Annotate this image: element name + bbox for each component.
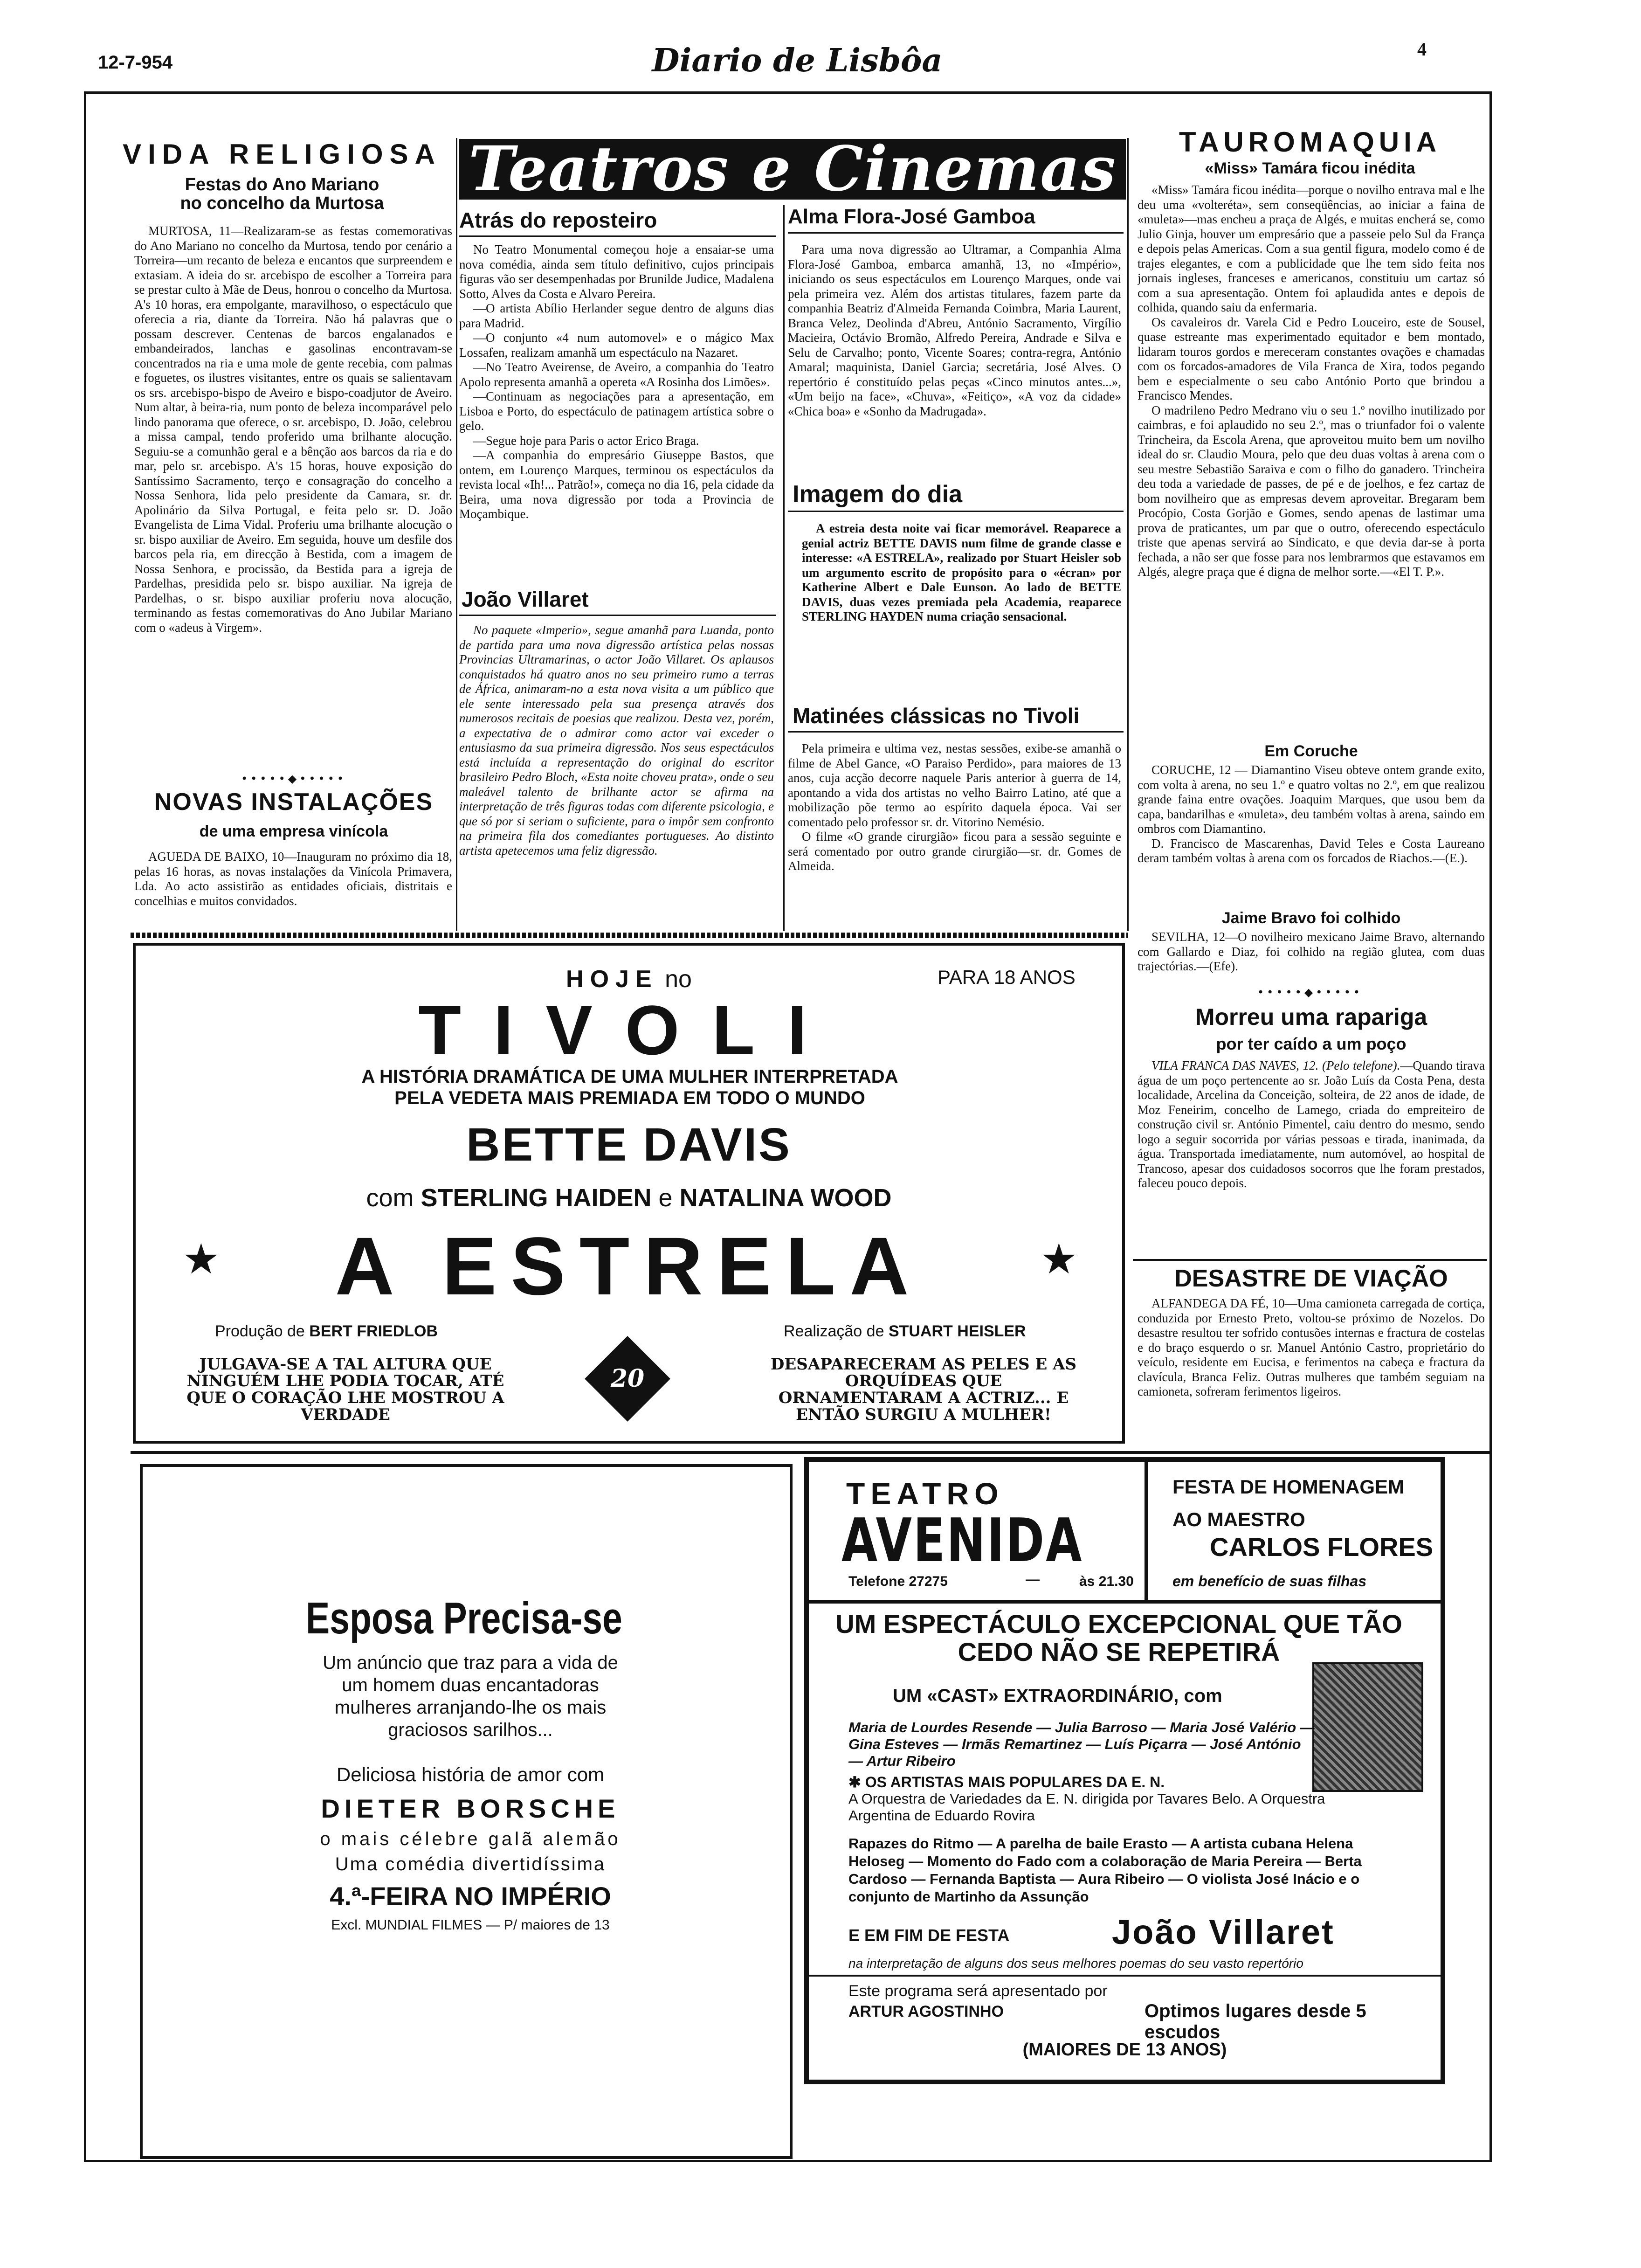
villaret-body xyxy=(459,623,774,926)
bravo-body-text: SEVILHA, 12—O novilheiro mexicano Jaime Bravo, alternando com Gallardo e Diaz, foi colhido na região glutea, com duas trajectórias.—(Efe). xyxy=(1138,930,1485,973)
esposa-desc: Deliciosa história de amor com xyxy=(336,1763,605,1785)
villaret-title: João Villaret xyxy=(462,587,589,611)
imagem-body xyxy=(802,521,1121,703)
instalacoes-subtitle: de uma empresa vinícola xyxy=(199,823,388,840)
desastre-body-text: ALFANDEGA DA FÉ, 10—Uma camioneta carregada de cortiça, conduzida por Ernesto Preto, voltou-se próximo de Nozelos. Do desastre resultou ter sofrido contusões internas e fractura de costelas e do braço esquerdo o sr. Manuel António Castro, proprietário do veículo, residente em Eucisa, e ferimentos na cabeça e fractura da clavícula, Branca Feliz. Outras mulheres que também seguiam na camioneta, sofreram ferimentos ligeiros. xyxy=(1138,1296,1485,1398)
page-border-left xyxy=(84,91,86,2162)
esposa-title: Esposa Precisa-se xyxy=(306,1593,622,1643)
avenida-time: às 21.30 xyxy=(1079,1574,1134,1589)
tivoli-realizacao xyxy=(784,1322,1026,1341)
reposteiro-para: —A companhia do empresário Giuseppe Bastos, que ontem, em Lourenço Marques, terminou os espectáculos da revista local «Ih!... Patrão!», começa no dia 16, pela cidade da Beira, uma nova digressão por toda a Provincia de Moçambique. xyxy=(459,448,774,521)
avenida-villaret-desc: na interpretação de alguns dos seus melhores poemas do seu vasto repertório xyxy=(848,1956,1303,1971)
almaflora-body-text: Para uma nova digressão ao Ultramar, a Companhia Alma Flora-José Gamboa, embarca amanhã, 13, no «Império», iniciando os seus espectáculos em Lourenço Marques, onde vai pela primeira vez. Além dos artistas titulares, fazem parte da companhia Beatriz d'Almeida Fernanda Coimbra, Maria Laurent, Branca Velez, Deolinda d'Abreu, António Sacramento, Virgílio Macieira, Octávio Bromão, Alfredo Pereira, Andrade e Silva e Selu de Carvalho; ponto, Vicente Soares; contra-regra, António Amaral; maquinista, Daniel Garcia; secretária, José Alves. O repertório é constituído pelas peças «Cinco minutos antes...», «Um beijo na face», «Chuva», «Feitiço», «A voz da cidade» «Chica boa» e «Sonho da Madrugada». xyxy=(788,242,1121,418)
tauromaquia-title: TAUROMAQUIA xyxy=(1179,126,1441,158)
avenida-teatro: TEATRO xyxy=(846,1476,1004,1511)
page-number: 4 xyxy=(1417,39,1427,60)
avenida-villaret: João Villaret xyxy=(1112,1913,1335,1951)
avenida-ao: AO MAESTRO xyxy=(1172,1508,1305,1530)
teatros-banner-text: Teatros e Cinemas xyxy=(468,139,1117,200)
tivoli-right-quote: DESAPARECERAM AS PELES E AS ORQUÍDEAS QUE ORNAMENTARAM A ACTRIZ... E ENTÃO SURGIU A MULHER! xyxy=(770,1355,1077,1424)
tivoli-producao xyxy=(215,1322,438,1341)
tivoli-e: e xyxy=(658,1184,673,1212)
religiosa-body-text: MURTOSA, 11—Realizaram-se as festas comemorativas do Ano Mariano no concelho da Murtosa, tendo por cenário a Torreira—um recanto de beleza e encantos que surpreendem e extasiam. A ideia do sr. arcebispo de escolher a Torreira para se prestar culto à Mãe de Deus, honrou o concelho da Murtosa. A's 10 horas, era empolgante, maravilhoso, o espectáculo que oferecia a ria, diante da Torreira. Não há palavras que o possam descrever. Centenas de barcos engalanados e embandeirados, lanchas e gasolinas encontravam-se concentrados na ria e uma mole de gente recebia, com palmas e foguetes, os ilustres visitantes, entre os quais se salientavam os srs. arcebispo-bispo de Aveiro e bispo-coadjutor de Aveiro. Num altar, à beira-ria, num ponto de beleza incomparável pelo lindo panorama que oferece, o sr. arcebispo, D. João, celebrou a missa campal, tendo proferido uma brilhante alocução. Seguiu-se a comunhão geral e a bênção aos barcos da ria e do mar, pelo sr. arcebispo. A's 15 horas, houve exposição do Santíssimo Sacramento, terço e consagração do concelho a Nossa Senhora, lida pelo presidente da Camara, sr. dr. Apolinário da Silva Portugal, e feita pelo sr. D. João Evangelista de Lima Vidal. Proferiu uma brilhante alocução o sr. bispo auxiliar de Aveiro. Em seguida, houve um desfile dos barcos pela ria, em direcção à Bestida, com a imagem de Nossa Senhora, e procissão, da Bestida para a igreja de Pardelhas, presidida pelo sr. bispo auxiliar. Na igreja de Pardelhas, o sr. bispo auxiliar proferiu nova alocução, terminando as festas comemorativas do Ano Jubilar Mariano com o «adeus à Virgem». xyxy=(134,224,452,635)
reposteiro-para: —O artista Abílio Herlander segue dentro de alguns dias para Madrid. xyxy=(459,301,774,330)
esposa-ad xyxy=(140,1464,793,2159)
subhead-rule xyxy=(459,615,776,616)
esposa-star: DIETER BORSCHE xyxy=(321,1794,620,1823)
tivoli-star: BETTE DAVIS xyxy=(466,1119,792,1171)
coruche-body xyxy=(1138,763,1485,903)
section-divider: •••••◆••••• xyxy=(1257,986,1363,999)
issue-date: 12-7-954 xyxy=(98,52,173,73)
matinees-body xyxy=(788,741,1121,928)
imagem-title: Imagem do dia xyxy=(793,481,963,508)
esposa-footer: Excl. MUNDIAL FILMES — P/ maiores de 13 xyxy=(331,1917,610,1933)
rapariga-title: Morreu uma rapariga xyxy=(1195,1004,1427,1030)
almaflora-body xyxy=(788,242,1121,476)
matinees-title: Matinées clássicas no Tivoli xyxy=(793,704,1080,728)
star-icon: ★ xyxy=(182,1235,220,1284)
desastre-title: DESASTRE DE VIAÇÃO xyxy=(1174,1265,1448,1292)
tauromaquia-subtitle: «Miss» Tamára ficou inédita xyxy=(1205,159,1415,177)
tivoli-ad xyxy=(133,943,1125,1444)
teatros-banner xyxy=(459,139,1126,200)
section-rule xyxy=(131,933,1128,938)
tauromaquia-para: «Miss» Tamára ficou inédita—porque o novilho entrava mal e lhe deu uma «volteréta», sem conseqüências, ao iniciar a faina de «muleta»—mas encheu a praça de Algés, e muitas encherá se, como Julio Ginja, houver um empresário que a passeie pelo Sul da França e depois pelas Americas. Com a sua gentil figura, modelo como é de trajes elegantes, e com a publicidade que lhe tem sido feita nos jornais ingleses, franceses e americanos, constituiu um cartaz só com a sua apresentação. Ontem foi aplaudida antes e depois de colhida, quando saiu da enfermaria. xyxy=(1138,183,1485,314)
reposteiro-para: —O conjunto «4 num automovel» e o mágico Max Lossafen, realizam amanhã um espectáculo na Nazaret. xyxy=(459,331,774,360)
avenida-dash: — xyxy=(1026,1572,1040,1587)
column-rule xyxy=(783,205,785,931)
subhead-rule xyxy=(459,235,776,237)
avenida-portrait xyxy=(1312,1662,1423,1792)
studio-logo-text: 20 xyxy=(610,1364,645,1393)
tivoli-hoje-word: HOJE xyxy=(566,966,658,993)
matinees-para: O filme «O grande cirurgião» ficou para a sessão seguinte e será comentado por outro grande cirurgião—sr. dr. Gomes de Almeida. xyxy=(788,830,1121,873)
reposteiro-para: No Teatro Monumental começou hoje a ensaiar-se uma nova comédia, ainda sem título definitivo, cujos principais figuras vão ser desempenhadas por Brunilde Judice, Madalena Sotto, Alves da Costa e Alvaro Pereira. xyxy=(459,242,774,301)
villaret-body-text: No paquete «Imperio», segue amanhã para Luanda, ponto de partida para uma nova digressão artística pelas nossas Provincias Ultramarinas, o actor João Villaret. Os aplausos conquistados há quatro anos no seu primeiro rumo a terras de África, animaram-no a esta nova visita a um público que ele sente interessado pela sua presença através dos numerosos recitais de poesias que realizou. Desta vez, porém, a expectativa de o admirar como actor vai exceder o entusiasmo da sua primeira digressão. Nos seus espectáculos está incluída a representação do original do escritor brasileiro Pedro Bloch, «Esta noite choveu prata», onde o seu maleável talento de brilhante actor se afirma na interpretação de três figuras todas com diferente psicologia, e que só por si seriam o suficiente, para o impôr sem confronto na primeira fila dos comediantes portugueses. Ao distinto artista apetecemos uma feliz digressão. xyxy=(459,623,774,857)
avenida-divider xyxy=(809,1600,1441,1604)
religiosa-title: VIDA RELIGIOSA xyxy=(123,138,441,170)
tivoli-left-quote: JULGAVA-SE A TAL ALTURA QUE NINGUÉM LHE PODIA TOCAR, ATÉ QUE O CORAÇÃO LHE MOSTROU A VERDADE xyxy=(186,1355,504,1424)
rapariga-dateline: VILA FRANCA DAS NAVES, 12. (Pelo telefone). xyxy=(1151,1058,1400,1072)
avenida-orquestra: A Orquestra de Variedades da E. N. dirigida por Tavares Belo. A Orquestra Argentina de Eduardo Rovira xyxy=(848,1791,1325,1824)
avenida-phone: Telefone 27275 xyxy=(848,1574,948,1589)
tauromaquia-para: O madrileno Pedro Medrano viu o seu 1.º novilho inutilizado por caimbras, e foi aplaudido no seu 2.º, mas o triunfador foi o valente Trincheira, da Escola Arena, que aproveitou muito bem um novilho ideal do sr. Claudio Moura, pelo que deu duas voltas à arena com o seu mestre Sebastião Saraiva e com o filho do ganadero. Trincheira deu toda a variedade de passes, de pé e de joelhos, e fez cartaz de bom novilheiro que as empresas devem aproveitar. Bregaram bem Procópio, Costa Gorjão e Gomes, sendo apenas de lastimar uma prova de praticantes, um par que o outro, oferecendo espectáculo triste que apenas servirá ao Sindicato, e que devia dar-se à porta fechada, a não ser que fosse para nos lembrarmos que estavamos em Algés, alegre praça que é digna de melhor sorte.—«El T. P.». xyxy=(1138,403,1485,579)
avenida-ad xyxy=(804,1457,1445,2084)
coruche-para: CORUCHE, 12 — Diamantino Viseu obteve ontem grande exito, com volta à arena, no seu 1.º e quatro voltas no 2.º, em que realizou grande faina entre ovações. Joaquim Marques, que usou bem da capa, bandarilhas e «muleta», deu também voltas à arena, saindo em ombros com Diamantino. xyxy=(1138,763,1485,836)
avenida-honoree: CARLOS FLORES xyxy=(1210,1532,1434,1562)
avenida-rapazes: Rapazes do Ritmo — A parelha de baile Erasto — A artista cubana Helena Heloseg — Momento do Fado com a colaboração de Maria Pereira — Berta Cardoso — Fernanda Baptista — Aura Ribeiro — O violista José Inácio e o conjunto de Martinho da Assunção xyxy=(848,1835,1362,1905)
reposteiro-para: —Segue hoje para Paris o actor Erico Braga. xyxy=(473,433,699,448)
instalacoes-title: NOVAS INSTALAÇÕES xyxy=(154,788,434,816)
reposteiro-body xyxy=(459,242,774,588)
subhead-rule xyxy=(788,511,1124,512)
section-divider: •••••◆••••• xyxy=(241,772,347,785)
reposteiro-para: —Continuam as negociações para a apresentação, em Lisboa e Porto, do espectáculo de patinagem artística sobre o gelo. xyxy=(459,389,774,433)
avenida-maiores: (MAIORES DE 13 ANOS) xyxy=(1022,2040,1227,2060)
section-rule xyxy=(131,1451,1492,1454)
esposa-star-desc: o mais célebre galã alemão xyxy=(320,1829,621,1849)
desastre-body xyxy=(1138,1296,1485,1450)
tivoli-cinema: TIVOLI xyxy=(418,991,840,1069)
tivoli-cast-line xyxy=(136,1183,1122,1212)
star-icon: ★ xyxy=(1040,1235,1078,1284)
column-rule xyxy=(1127,138,1129,931)
matinees-para: Pela primeira e ultima vez, nestas sessões, exibe-se amanhã o filme de Abel Gance, «O Paraiso Perdido», para maiores de 13 anos, cuja acção decorre naquele Paris anterior à guerra de 14, apontando a vida dos artistas no velho Bairro Latino, até que a mobilização põe termo ao espírito daquela época. Vai ser comentado pelo professor sr. dr. Vitorino Nemésio. xyxy=(788,741,1121,829)
bravo-title: Jaime Bravo foi colhido xyxy=(1221,909,1401,927)
tauromaquia-para: Os cavaleiros dr. Varela Cid e Pedro Louceiro, este de Sousel, quase estreante mas experimentado equitador e bem montado, lidaram touros gordos e mereceram constantes ovações e chamadas com os forcados-amadores de Vila Franca de Xira, todos pegando bem e especialmente o seu cabo António Porto que brindou a Francisco Mendes. xyxy=(1138,315,1485,402)
subhead-rule xyxy=(788,731,1124,733)
rapariga-body-text: —Quando tirava água de um poço pertencente ao sr. João Luís da Costa Pena, desta localidade, Arcelina da Conceição, solteira, de 22 anos de idade, de Moz Feneirim, concelho de Lamego, criada do empreiteiro de construção civil sr. António Pimentel, caiu dentro do mesmo, sendo logo a seguir socorrida por várias pessoas e tirada, inanimada, da água. Transportada imediatamente, num automóvel, ao hospital de Trancoso, apesar dos cuidadosos socorros que lhe foram prestados, faleceu pouco depois. xyxy=(1138,1058,1485,1190)
avenida-artistas: ✱ OS ARTISTAS MAIS POPULARES DA E. N. xyxy=(848,1774,1165,1791)
instalacoes-body-text: AGUEDA DE BAIXO, 10—Inauguram no próximo dia 18, pelas 16 horas, as novas instalações da Vinícola Primavera, Lda. Ao acto assistirão as entidades oficiais, distritais e concelhias e muitos convidados. xyxy=(134,850,452,908)
tivoli-age: PARA 18 ANOS xyxy=(938,966,1076,988)
avenida-cast-list: Maria de Lourdes Resende — Julia Barroso — Maria José Valério — Gina Esteves — Irmãs Remartinez — Luís Piçarra — José António — Artur Ribeiro xyxy=(848,1719,1315,1769)
religiosa-body xyxy=(134,224,452,769)
rapariga-subtitle: por ter caído a um poço xyxy=(1216,1034,1407,1053)
avenida-festa: FESTA DE HOMENAGEM xyxy=(1172,1476,1405,1498)
coruche-para: D. Francisco de Mascarenhas, David Teles e Costa Laureano deram também voltas à arena com os forcados de Riachos.—(E.). xyxy=(1138,836,1485,865)
tivoli-realizacao-name: STUART HEISLER xyxy=(888,1322,1026,1340)
avenida-lugares: Optimos lugares desde 5 escudos xyxy=(1145,2001,1366,2042)
avenida-name: AVENIDA xyxy=(841,1506,1083,1576)
tivoli-tagline: A HISTÓRIA DRAMÁTICA DE UMA MULHER INTERPRETADA PELA VEDETA MAIS PREMIADA EM TODO O MUNDO xyxy=(361,1066,898,1108)
tivoli-producao-name: BERT FRIEDLOB xyxy=(309,1322,438,1340)
subhead-rule xyxy=(788,232,1124,234)
tivoli-com: com xyxy=(366,1184,414,1212)
avenida-beneficio: em benefício de suas filhas xyxy=(1172,1573,1367,1590)
esposa-genre: Uma comédia divertidíssima xyxy=(335,1854,606,1874)
tauromaquia-body xyxy=(1138,183,1485,735)
page-border-right xyxy=(1489,91,1492,2162)
tivoli-producao-label: Produção de xyxy=(215,1322,305,1340)
tivoli-film: A ESTRELA xyxy=(335,1221,923,1312)
imagem-body-text: A estreia desta noite vai ficar memorável. Reaparece a genial actriz BETTE DAVIS num filme de grande classe e interesse: «A ESTRELA», realizado por Stuart Heisler sob um argumento escrito de propósito para o «écran» por Katherine Albert e Dale Eunson. Ao lado de BETTE DAVIS, duas vezes premiada pela Academia, reaparece STERLING HAYDEN numa criação sensacional. xyxy=(802,521,1121,623)
avenida-fim-festa: E EM FIM DE FESTA xyxy=(848,1926,1010,1945)
avenida-presenter: ARTUR AGOSTINHO xyxy=(848,2003,1004,2020)
tivoli-cast: STERLING HAIDEN xyxy=(421,1184,652,1212)
almaflora-title: Alma Flora-José Gamboa xyxy=(788,205,1035,228)
avenida-apresentado: Este programa será apresentado por xyxy=(848,1982,1108,2000)
rapariga-body xyxy=(1138,1058,1485,1254)
avenida-cast-title: UM «CAST» EXTRAORDINÁRIO, com xyxy=(893,1686,1222,1706)
masthead: Diario de Lisbôa xyxy=(652,42,943,79)
bravo-body xyxy=(1138,930,1485,976)
coruche-title: Em Coruche xyxy=(1264,742,1358,760)
reposteiro-para: —No Teatro Aveirense, de Aveiro, a companhia do Teatro Apolo representa amanhã a opereta «A Rosinha dos Limões». xyxy=(459,360,774,389)
avenida-headline: UM ESPECTÁCULO EXCEPCIONAL QUE TÃO CEDO NÃO SE REPETIRÁ xyxy=(835,1609,1402,1666)
avenida-bottom-rule xyxy=(809,1975,1441,1977)
header-rule xyxy=(84,91,1492,94)
tivoli-no: no xyxy=(665,966,692,993)
instalacoes-body xyxy=(134,850,452,929)
religiosa-subtitle: Festas do Ano Mariano no concelho da Murtosa xyxy=(180,175,384,213)
esposa-intro: Um anúncio que traz para a vida de um homem duas encantadoras mulheres arranjando-lhe os mais graciosos sarilhos... xyxy=(323,1653,618,1740)
reposteiro-title: Atrás do reposteiro xyxy=(459,208,657,232)
esposa-when: 4.ª-FEIRA NO IMPÉRIO xyxy=(330,1881,611,1911)
page-border-bottom xyxy=(84,2160,1492,2162)
tivoli-realizacao-label: Realização de xyxy=(784,1322,884,1340)
tivoli-cast2: NATALINA WOOD xyxy=(679,1184,892,1212)
section-rule xyxy=(1133,1259,1487,1261)
avenida-header-rule xyxy=(1145,1462,1148,1602)
column-rule xyxy=(456,138,457,931)
